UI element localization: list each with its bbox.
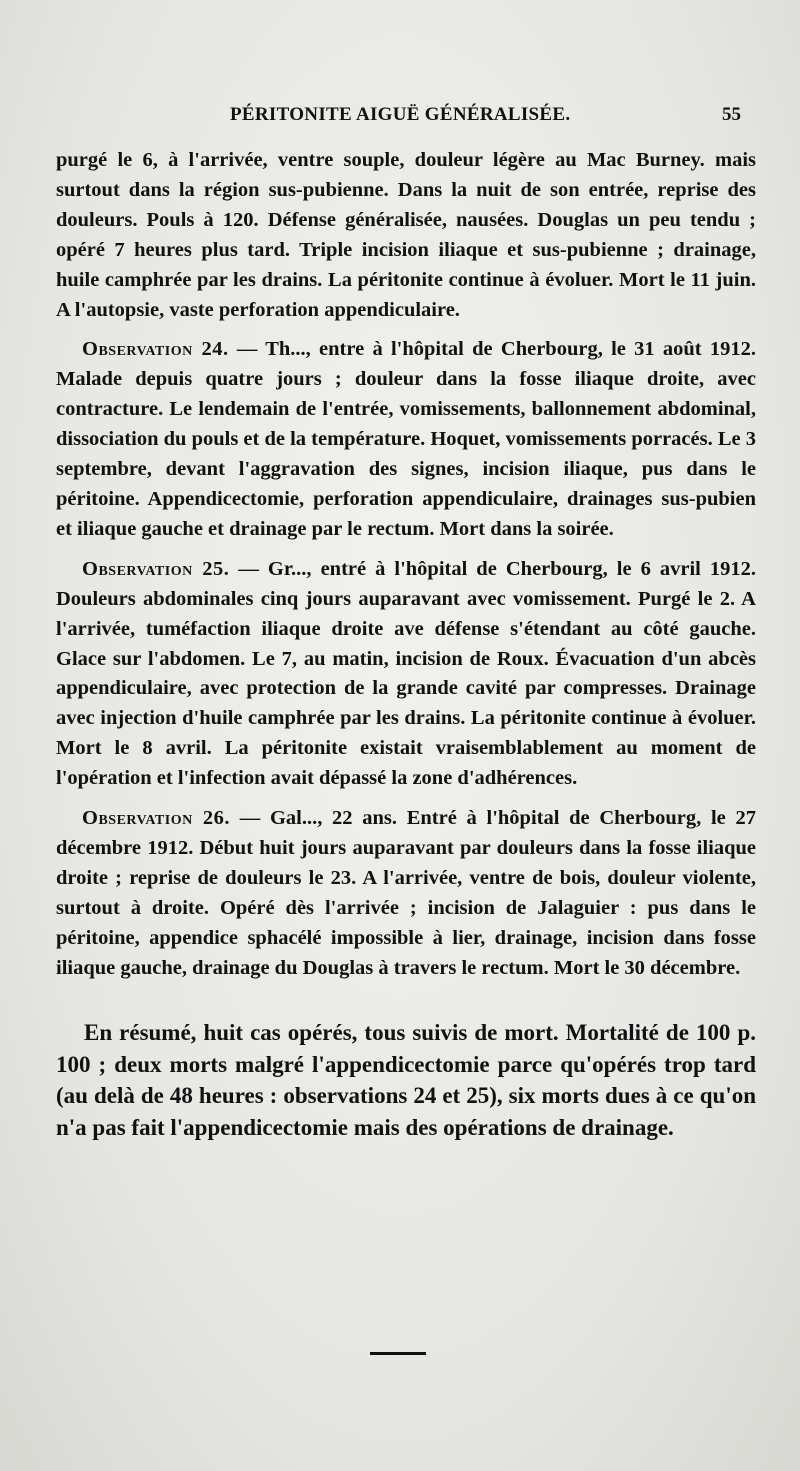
body-text — [56, 146, 756, 1143]
observation-25 — [56, 555, 756, 794]
observation-26 — [56, 804, 756, 983]
observation-heading: Observation 26. — [82, 807, 231, 830]
running-title: PÉRITONITE AIGUË GÉNÉRALISÉE. — [230, 104, 571, 125]
observation-heading: Observation 24. — [82, 338, 229, 361]
page-number: 55 — [722, 104, 741, 125]
observation-24 — [56, 335, 756, 544]
observation-text: — Gr..., entré à l'hôpital de Cherbourg, le 6 avril 1912. Douleurs abdominales cinq jours auparavant avec vomissement. Purgé le 2. A l'arrivée, tuméfaction iliaque droite ave défense s'étendant au côté gauche. Glace sur l'abdomen. Le 7, au matin, incision de Roux. Évacuation d'un abcès appendiculaire, avec protection de la grande cavité par compresses. Drainage avec injection d'huile camphrée par les drains. La péritonite continue à évoluer. Mort le 8 avril. La péritonite existait vraisemblablement au moment de l'opération et l'infection avait dépassé la zone d'adhérences. — [56, 557, 756, 790]
running-head — [0, 104, 800, 134]
summary-paragraph: En résumé, huit cas opérés, tous suivis de mort. Mortalité de 100 p. 100 ; deux morts malgré l'appendicectomie parce qu'opérés trop tard (au delà de 48 heures : observations 24 et 25), six morts dues à ce qu'on n'a pas fait l'appendicectomie mais des opérations de drainage. — [56, 1020, 756, 1140]
observation-text: — Gal..., 22 ans. Entré à l'hôpital de Cherbourg, le 27 décembre 1912. Début huit jours auparavant par douleurs dans la fosse iliaque droite ; reprise de douleurs le 23. A l'arrivée, ventre de bois, douleur violente, surtout à droite. Opéré dès l'arrivée ; incision de Jalaguier : pus dans le péritoine, appendice sphacélé impossible à lier, drainage, incision dans fosse iliaque gauche, drainage du Douglas à travers le rectum. Mort le 30 décembre. — [56, 807, 756, 979]
observation-heading: Observation 25. — [82, 557, 230, 580]
observation-text: — Th..., entre à l'hôpital de Cherbourg, le 31 août 1912. Malade depuis quatre jours ; douleur dans la fosse iliaque droite, avec contracture. Le lendemain de l'entrée, vomissements, ballonnement abdominal, dissociation du pouls et de la température. Hoquet, vomissements porracés. Le 3 septembre, devant l'aggravation des signes, incision iliaque, pus dans le péritoine. Appendicectomie, perforation appendiculaire, drainages sus-pubien et iliaque gauche et drainage par le rectum. Mort dans la soirée. — [56, 338, 757, 540]
paragraph-continuation — [56, 146, 756, 325]
closing-rule — [370, 1352, 426, 1355]
paragraph-text: purgé le 6, à l'arrivée, ventre souple, douleur légère au Mac Burney. mais surtout dans la région sus-pubienne. Dans la nuit de son entrée, reprise des douleurs. Pouls à 120. Défense généralisée, nausées. Douglas un peu tendu ; opéré 7 heures plus tard. Triple incision iliaque et sus-pubienne ; drainage, huile camphrée par les drains. La péritonite continue à évoluer. Mort le 11 juin. A l'autopsie, vaste perforation appendiculaire. — [56, 149, 756, 321]
